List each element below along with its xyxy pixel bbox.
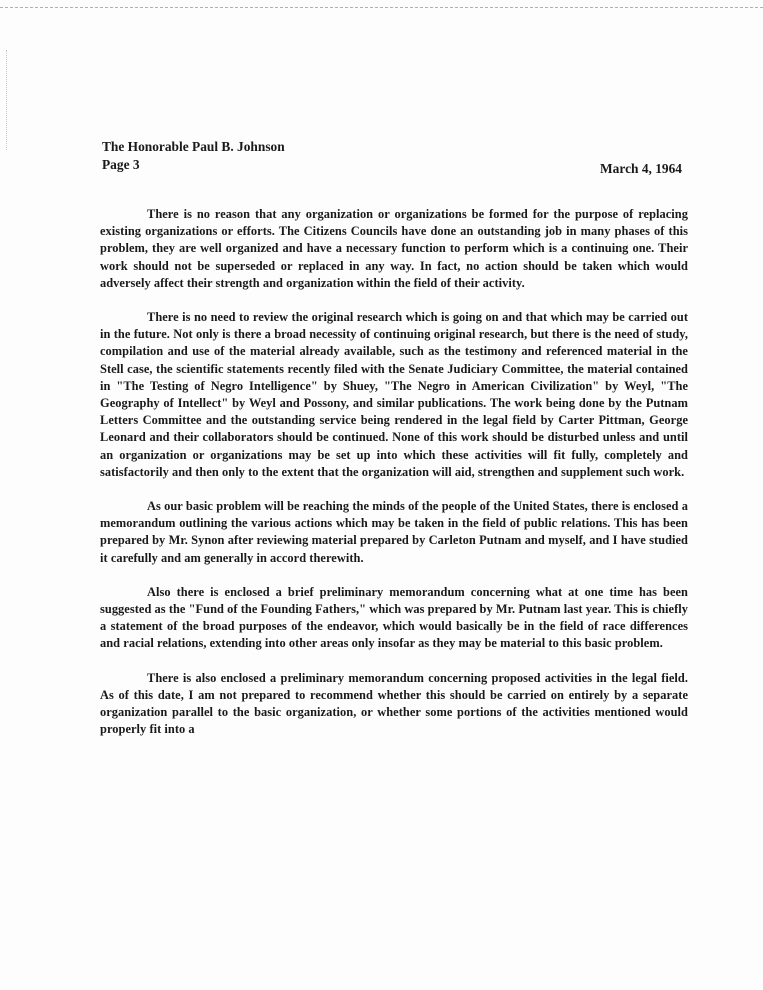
paragraph-1: There is no reason that any organization or organizations be formed for the purpose of replacing existing organizations or efforts. The Citizens Councils have done an outstanding job in many phases of this problem, they are well organized and have a necessary function to perform which is a continuing one. Their work should not be superseded or replaced in any way. In fact, no action should be taken which would adversely affect their strength and organization within the field of their activity.	[100, 207, 688, 290]
letter-header	[102, 138, 682, 178]
paragraph-3: As our basic problem will be reaching the minds of the people of the United States, there is enclosed a memorandum outlining the various actions which may be taken in the field of public relations. This has been prepared by Mr. Synon after reviewing material prepared by Carleton Putnam and myself, and I have studied it carefully and am generally in accord therewith.	[100, 499, 688, 565]
page-number: Page 3	[102, 157, 140, 172]
letter-body	[100, 206, 688, 755]
page-edge-divider	[0, 7, 763, 8]
recipient-line: The Honorable Paul B. Johnson	[102, 139, 285, 154]
letter-date: March 4, 1964	[600, 161, 682, 176]
paragraph-4: Also there is enclosed a brief preliminary memorandum concerning what at one time has been suggested as the "Fund of the Founding Fathers," which was prepared by Mr. Putnam last year. This is chiefly a statement of the broad purposes of the endeavor, which would basically be in the field of race differences and racial relations, extending into other areas only insofar as they may be material to this basic problem.	[100, 584, 688, 651]
page-date-line	[102, 156, 682, 178]
paragraph-2: There is no need to review the original research which is going on and that which may be carried out in the future. Not only is there a broad necessity of continuing original research, but there is the need of study, compilation and use of the material already available, such as the testimony and referenced material in the Stell case, the scientific statements recently filed with the Senate Judiciary Committee, the material contained in "The Testing of Negro Intelligence" by Shuey, "The Negro in American Civilization" by Weyl, "The Geography of Intellect" by Weyl and Possony, and similar publications. The work being done by the Putnam Letters Committee and the outstanding service being rendered in the legal field by Carter Pittman, George Leonard and their collaborators should be continued. None of this work should be disturbed unless and until an organization or organizations may be set up into which these activities will fit fully, completely and satisfactorily and then only to the extent that the organization will aid, strengthen and supplement such work.	[100, 310, 688, 479]
margin-scan-marks	[6, 50, 8, 150]
paragraph-5: There is also enclosed a preliminary memorandum concerning proposed activities in the legal field. As of this date, I am not prepared to recommend whether this should be carried on entirely by a separate organization parallel to the basic organization, or whether some portions of the activities mentioned would properly fit into a	[100, 670, 688, 737]
